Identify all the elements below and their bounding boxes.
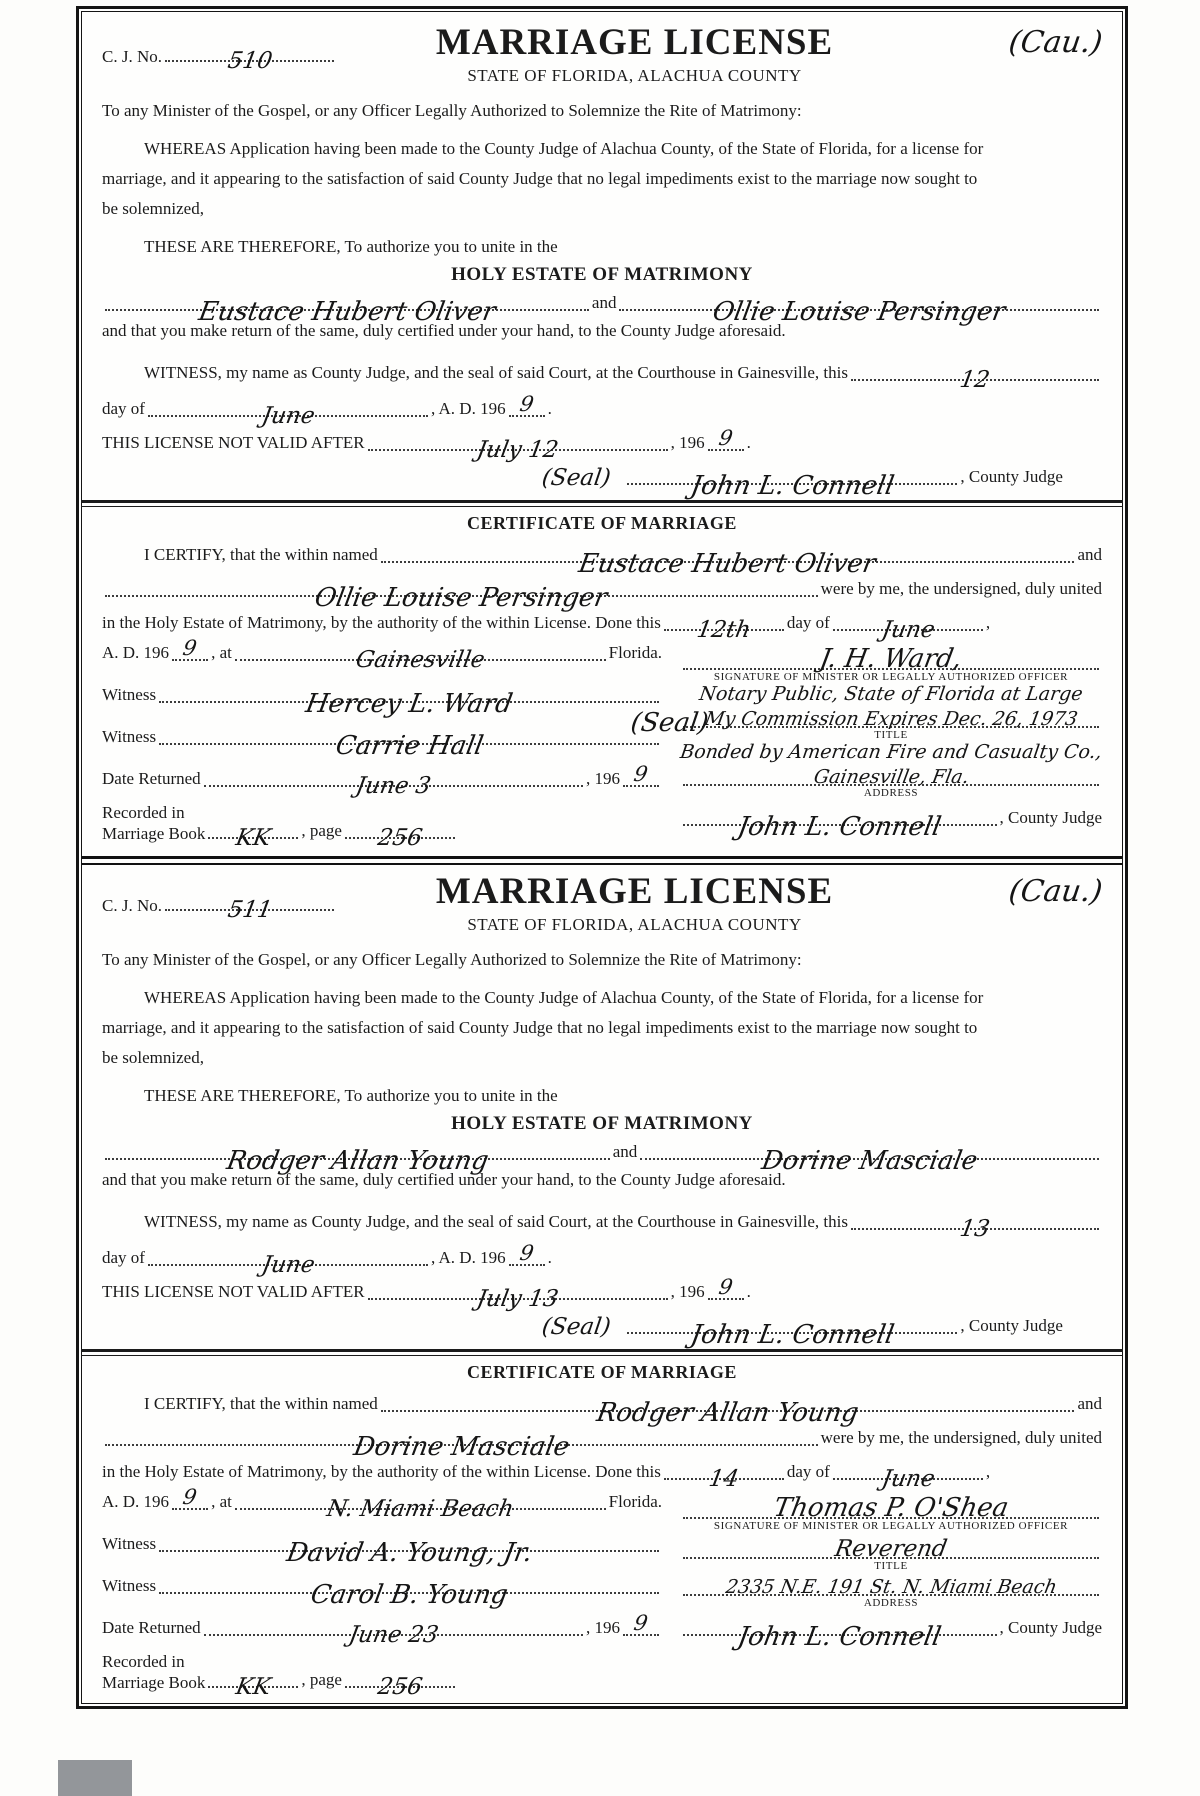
notary-line1: Notary Public, State of Florida at Large	[697, 682, 1085, 705]
title-label: TITLE	[874, 1559, 908, 1572]
groom-name: Eustace Hubert Oliver	[196, 296, 498, 327]
year-digit-line	[509, 1240, 545, 1266]
marriage-place: Gainesville	[353, 646, 487, 673]
cert-year-digit: 9	[181, 1484, 199, 1509]
book-value: KK	[233, 1673, 273, 1700]
seal-note: (Seal)	[540, 464, 613, 491]
authority-label: in the Holy Estate of Matrimony, by the authority of the within License. Done this	[102, 612, 661, 632]
whereas-line3: be solemnized,	[102, 1047, 204, 1067]
therefore-clause: THESE ARE THEREFORE, To authorize you to unite in the	[144, 1085, 558, 1105]
subtitle: STATE OF FLORIDA, ALACHUA COUNTY	[467, 65, 802, 85]
comma-196: , 196	[586, 1617, 620, 1637]
year-digit: 9	[517, 1240, 536, 1265]
race-annotation	[932, 24, 1105, 60]
subtitle: STATE OF FLORIDA, ALACHUA COUNTY	[467, 914, 802, 934]
date-returned-label: Date Returned	[102, 768, 201, 788]
ad-label: , A. D. 196	[430, 1247, 506, 1267]
holy-estate-heading: HOLY ESTATE OF MATRIMONY	[451, 1112, 753, 1134]
minister-title: Reverend	[832, 1535, 950, 1562]
license-header	[102, 870, 1105, 935]
minister-signature-line	[683, 1491, 1099, 1523]
not-valid-year-line	[708, 425, 744, 451]
witness-label: Witness	[102, 1575, 157, 1595]
judge-signature: John L. Connell	[688, 1319, 897, 1350]
cert-groom-name: Eustace Hubert Oliver	[576, 548, 879, 579]
address-label: ADDRESS	[863, 786, 919, 799]
title-block	[337, 24, 932, 86]
bride-name-line	[619, 295, 1099, 327]
not-valid-line	[102, 425, 1102, 463]
whereas-line1: WHEREAS Application having been made to the County Judge of Alachua County, of the State of Florida, for a license for	[144, 138, 984, 158]
not-valid-date: July 13	[474, 1285, 561, 1312]
and-label: and	[591, 292, 617, 312]
race-annotation	[932, 873, 1105, 909]
day-of-label: day of	[786, 612, 830, 632]
judge-seal-line	[102, 464, 1102, 501]
certificate-title: CERTIFICATE OF MARRIAGE	[467, 512, 737, 533]
witness-clause: WITNESS, my name as County Judge, and the seal of said Court, at the Courthouse in Gainesville, this	[144, 362, 848, 382]
recorded-line	[102, 802, 662, 851]
ad-label: , A. D. 196	[430, 398, 506, 418]
period: .	[746, 432, 751, 452]
witness-month: June	[259, 402, 317, 429]
witness-label: Witness	[102, 726, 157, 746]
cert-judge-signature: John L. Connell	[735, 1621, 944, 1652]
cert-groom-line	[381, 1396, 1075, 1428]
and-label: and	[612, 1141, 638, 1161]
month-line	[148, 401, 428, 429]
book-fill	[208, 1672, 298, 1700]
witness-month: June	[259, 1251, 317, 1278]
place-line	[102, 635, 662, 673]
cert-year-digit: 9	[181, 635, 199, 660]
not-valid-label: THIS LICENSE NOT VALID AFTER	[102, 1281, 365, 1301]
minister-signature-block	[680, 1491, 1102, 1532]
cj-number-value: 511	[225, 896, 274, 923]
minister-signature: J. H. Ward,	[817, 643, 965, 674]
cj-number-value: 510	[225, 48, 274, 74]
ad-label: A. D. 196	[102, 642, 170, 662]
document-inner-border	[81, 11, 1123, 1704]
notary-line2: My Commission Expires Dec. 26, 1973	[702, 707, 1080, 730]
done-month-line	[833, 615, 983, 643]
day-of-line	[102, 1240, 1102, 1278]
judge-signature: John L. Connell	[688, 470, 897, 501]
address-line	[683, 764, 1099, 786]
month-line	[148, 1250, 428, 1278]
ad-label: A. D. 196	[102, 1491, 170, 1511]
seal-note: (Seal)	[540, 1313, 613, 1340]
not-valid-year-digit: 9	[716, 1274, 735, 1299]
not-valid-year-line	[708, 1274, 744, 1300]
period: .	[746, 1281, 751, 1301]
cj-number-row	[102, 873, 337, 923]
certificate-right-column	[662, 1489, 1102, 1693]
cert-bride-name-line	[105, 1430, 818, 1462]
witness1-fill	[159, 1536, 659, 1568]
certificate-right-column	[662, 640, 1102, 844]
at-label: , at	[211, 1491, 232, 1511]
return-clause: and that you make return of the same, duly certified under your hand, to the County Judge aforesaid.	[102, 320, 786, 340]
bride-name: Ollie Louise Persinger	[710, 296, 1008, 327]
not-valid-label: THIS LICENSE NOT VALID AFTER	[102, 432, 365, 452]
holy-estate-heading: HOLY ESTATE OF MATRIMONY	[451, 263, 753, 285]
marriage-license-511	[102, 870, 1105, 1700]
cert-judge-signature: John L. Connell	[735, 811, 944, 842]
cert-judge-signature-line	[683, 810, 997, 842]
whereas-line2: marriage, and it appearing to the satisfaction of said County Judge that no legal impediments exist to the marriage now sought to	[102, 168, 978, 188]
authority-line	[102, 610, 1102, 643]
place-line	[102, 1484, 662, 1522]
title-block	[680, 706, 1102, 741]
title-line	[683, 1534, 1099, 1562]
marriage-license-510	[102, 22, 1105, 851]
comma-196: , 196	[586, 768, 620, 788]
certificate-left-column	[102, 1484, 662, 1700]
done-day: 14	[706, 1465, 741, 1492]
day-of-line	[102, 391, 1102, 429]
witness-label: Witness	[102, 1533, 157, 1553]
certify-line	[102, 1391, 1102, 1428]
marriage-book-label: Marriage Book	[102, 1672, 206, 1692]
cert-bride-line	[102, 1425, 1102, 1462]
section-divider	[81, 1349, 1123, 1356]
not-valid-line	[102, 1274, 1102, 1312]
groom-name-line	[105, 295, 589, 327]
return-clause: and that you make return of the same, duly certified under your hand, to the County Judge aforesaid.	[102, 1169, 786, 1189]
witness1-fill	[159, 687, 659, 719]
therefore-clause: THESE ARE THEREFORE, To authorize you to unite in the	[144, 236, 558, 256]
witness-clause-line	[102, 360, 1102, 393]
witness2-name: Carol B. Young	[308, 1579, 510, 1610]
county-judge-label: , County Judge	[999, 807, 1102, 827]
witness2-fill	[159, 729, 659, 761]
recorded-labels	[102, 802, 205, 844]
not-valid-date-line	[368, 435, 668, 463]
florida-label: Florida.	[608, 642, 662, 662]
date-returned-year-digit: 9	[632, 1610, 650, 1635]
bride-name-line	[640, 1144, 1099, 1176]
whereas-line3: be solemnized,	[102, 198, 204, 218]
cert-judge-line	[680, 805, 1102, 842]
notary-line3: Bonded by American Fire and Casualty Co.,	[678, 740, 1104, 763]
comma: ,	[985, 1461, 991, 1481]
whereas-line2: marriage, and it appearing to the satisfaction of said County Judge that no legal impediments exist to the marriage now sought to	[102, 1017, 978, 1037]
county-judge-label: , County Judge	[960, 466, 1063, 486]
book-value: KK	[233, 824, 273, 851]
witness-clause: WITNESS, my name as County Judge, and the seal of said Court, at the Courthouse in Gainesville, this	[144, 1211, 848, 1231]
done-day-line	[664, 615, 784, 643]
done-month-line	[833, 1464, 983, 1492]
place-fill	[235, 645, 606, 673]
bride-name: Dorine Masciale	[759, 1145, 980, 1176]
cert-bride-name: Ollie Louise Persinger	[312, 582, 610, 613]
cert-judge-signature-line	[683, 1620, 997, 1652]
cert-bride-name-line	[105, 581, 818, 613]
recorded-in-label: Recorded in	[102, 1651, 185, 1671]
united-label: were by me, the undersigned, duly united	[820, 1427, 1102, 1447]
done-day: 12th	[694, 616, 753, 643]
cert-seal-note: (Seal)	[628, 707, 711, 738]
cert-groom-name: Rodger Allan Young	[594, 1397, 861, 1428]
witness1-name: David A. Young, Jr.	[283, 1537, 535, 1568]
couple-name-line	[102, 1139, 1102, 1176]
florida-label: Florida.	[608, 1491, 662, 1511]
certify-label: I CERTIFY, that the within named	[144, 1393, 378, 1413]
done-month: June	[879, 1465, 937, 1492]
authority-label: in the Holy Estate of Matrimony, by the authority of the within License. Done this	[102, 1461, 661, 1481]
minister-signature-line	[683, 642, 1099, 674]
title-block	[337, 870, 932, 935]
annotation-text: (Cau.)	[1006, 25, 1105, 60]
cert-bride-line	[102, 576, 1102, 613]
witness-day-line	[851, 1214, 1099, 1242]
couple-name-line	[102, 290, 1102, 327]
license-header	[102, 22, 1105, 86]
page-title: MARRIAGE LICENSE	[435, 870, 834, 912]
witness-clause-line	[102, 1209, 1102, 1242]
certificate-columns	[102, 1484, 1102, 1700]
date-returned-year-line	[623, 1610, 659, 1636]
annotation-text: (Cau.)	[1006, 873, 1105, 909]
date-returned-label: Date Returned	[102, 1617, 201, 1637]
license-divider	[81, 856, 1123, 865]
minister-signature-block	[680, 642, 1102, 683]
judge-signature-line	[627, 469, 957, 501]
minister-signature: Thomas P. O'Shea	[771, 1492, 1011, 1523]
page-label: , page	[301, 1669, 342, 1689]
and-label: and	[1077, 544, 1102, 564]
witness-label: Witness	[102, 684, 157, 704]
not-valid-date-line	[368, 1284, 668, 1312]
cert-judge-line	[680, 1615, 1102, 1652]
scan-artifact	[58, 1760, 132, 1796]
date-returned-line	[102, 761, 662, 799]
address-value: 2335 N.E. 191 St. N. Miami Beach	[723, 1575, 1059, 1598]
witness1-line	[102, 682, 662, 719]
date-returned: June 3	[353, 772, 433, 799]
minister-signature-label: SIGNATURE OF MINISTER OR LEGALLY AUTHORIZED OFFICER	[713, 670, 1069, 683]
done-month: June	[879, 616, 937, 643]
day-of-label: day of	[786, 1461, 830, 1481]
witness1-name: Hercey L. Ward	[303, 688, 515, 719]
title-line	[683, 706, 1099, 728]
certificate-columns	[102, 635, 1104, 851]
cert-bride-name: Dorine Masciale	[351, 1431, 572, 1462]
witness-day-line	[851, 365, 1099, 393]
cj-number-line	[165, 46, 334, 74]
comma-196: , 196	[670, 432, 705, 452]
marriage-place: N. Miami Beach	[324, 1495, 516, 1522]
address-value: Gainesville, Fla.	[811, 765, 971, 788]
certificate-left-column	[102, 635, 711, 851]
date-returned-year-line	[623, 761, 659, 787]
not-valid-date: July 12	[474, 436, 561, 463]
groom-name-line	[105, 1144, 610, 1176]
recorded-labels	[102, 1651, 205, 1693]
witness2-line	[102, 1573, 662, 1610]
county-judge-label: , County Judge	[999, 1617, 1102, 1637]
cj-number-row	[102, 24, 337, 74]
witness2-fill	[159, 1578, 659, 1610]
date-returned-fill	[204, 771, 583, 799]
cj-number-line	[165, 895, 334, 923]
authority-line	[102, 1459, 1102, 1492]
comma-196: , 196	[670, 1281, 705, 1301]
cj-label: C. J. No.	[102, 895, 162, 915]
page-value: 256	[375, 1673, 425, 1700]
certificate-of-marriage-511	[102, 1361, 1102, 1700]
cert-year-line	[172, 1484, 208, 1510]
witness2-line	[102, 724, 662, 761]
witness-day: 13	[958, 1215, 993, 1242]
section-divider	[81, 500, 1123, 507]
date-returned-year-digit: 9	[632, 761, 650, 786]
book-fill	[208, 823, 298, 851]
address-block	[680, 1574, 1102, 1609]
document-frame	[76, 6, 1128, 1709]
marriage-book-label: Marriage Book	[102, 823, 206, 843]
minister-signature-label: SIGNATURE OF MINISTER OR LEGALLY AUTHORIZED OFFICER	[713, 1519, 1069, 1532]
witness2-name: Carrie Hall	[332, 730, 486, 761]
title-label: TITLE	[874, 728, 908, 741]
certify-label: I CERTIFY, that the within named	[144, 544, 378, 564]
recorded-in-label: Recorded in	[102, 802, 185, 822]
at-label: , at	[211, 642, 232, 662]
done-day-line	[664, 1464, 784, 1492]
address-block	[680, 764, 1102, 799]
salutation: To any Minister of the Gospel, or any Officer Legally Authorized to Solemnize the Rite of Matrimony:	[102, 949, 802, 969]
certificate-of-marriage-510	[102, 512, 1104, 851]
recorded-line	[102, 1651, 662, 1700]
page-label: , page	[301, 820, 342, 840]
judge-signature-line	[627, 1318, 957, 1350]
period: .	[547, 398, 552, 418]
year-digit: 9	[517, 391, 536, 416]
page-fill	[345, 823, 455, 851]
certificate-title: CERTIFICATE OF MARRIAGE	[467, 1361, 737, 1382]
date-returned-fill	[204, 1620, 583, 1648]
date-returned: June 23	[346, 1621, 441, 1648]
groom-name: Rodger Allan Young	[224, 1145, 491, 1176]
page-value: 256	[375, 824, 425, 851]
page-fill	[345, 1672, 455, 1700]
year-digit-line	[509, 391, 545, 417]
day-of-label: day of	[102, 1247, 145, 1267]
period: .	[547, 1247, 552, 1267]
date-returned-line	[102, 1610, 662, 1648]
salutation: To any Minister of the Gospel, or any Officer Legally Authorized to Solemnize the Rite of Matrimony:	[102, 100, 802, 120]
address-line	[683, 1574, 1099, 1596]
and-label: and	[1077, 1393, 1102, 1413]
witness1-line	[102, 1531, 662, 1568]
judge-seal-line	[102, 1313, 1102, 1350]
page-title: MARRIAGE LICENSE	[435, 22, 834, 63]
day-of-label: day of	[102, 398, 145, 418]
comma: ,	[985, 612, 991, 632]
address-label: ADDRESS	[863, 1596, 919, 1609]
witness-day: 12	[958, 366, 993, 393]
cert-year-line	[172, 635, 208, 661]
title-block	[680, 1534, 1102, 1572]
not-valid-year-digit: 9	[716, 425, 735, 450]
county-judge-label: , County Judge	[960, 1315, 1063, 1335]
united-label: were by me, the undersigned, duly united	[820, 578, 1102, 598]
cj-label: C. J. No.	[102, 47, 162, 66]
place-fill	[235, 1494, 606, 1522]
cert-groom-line	[381, 547, 1075, 579]
whereas-line1: WHEREAS Application having been made to the County Judge of Alachua County, of the State of Florida, for a license for	[144, 987, 984, 1007]
certify-line	[102, 542, 1102, 579]
